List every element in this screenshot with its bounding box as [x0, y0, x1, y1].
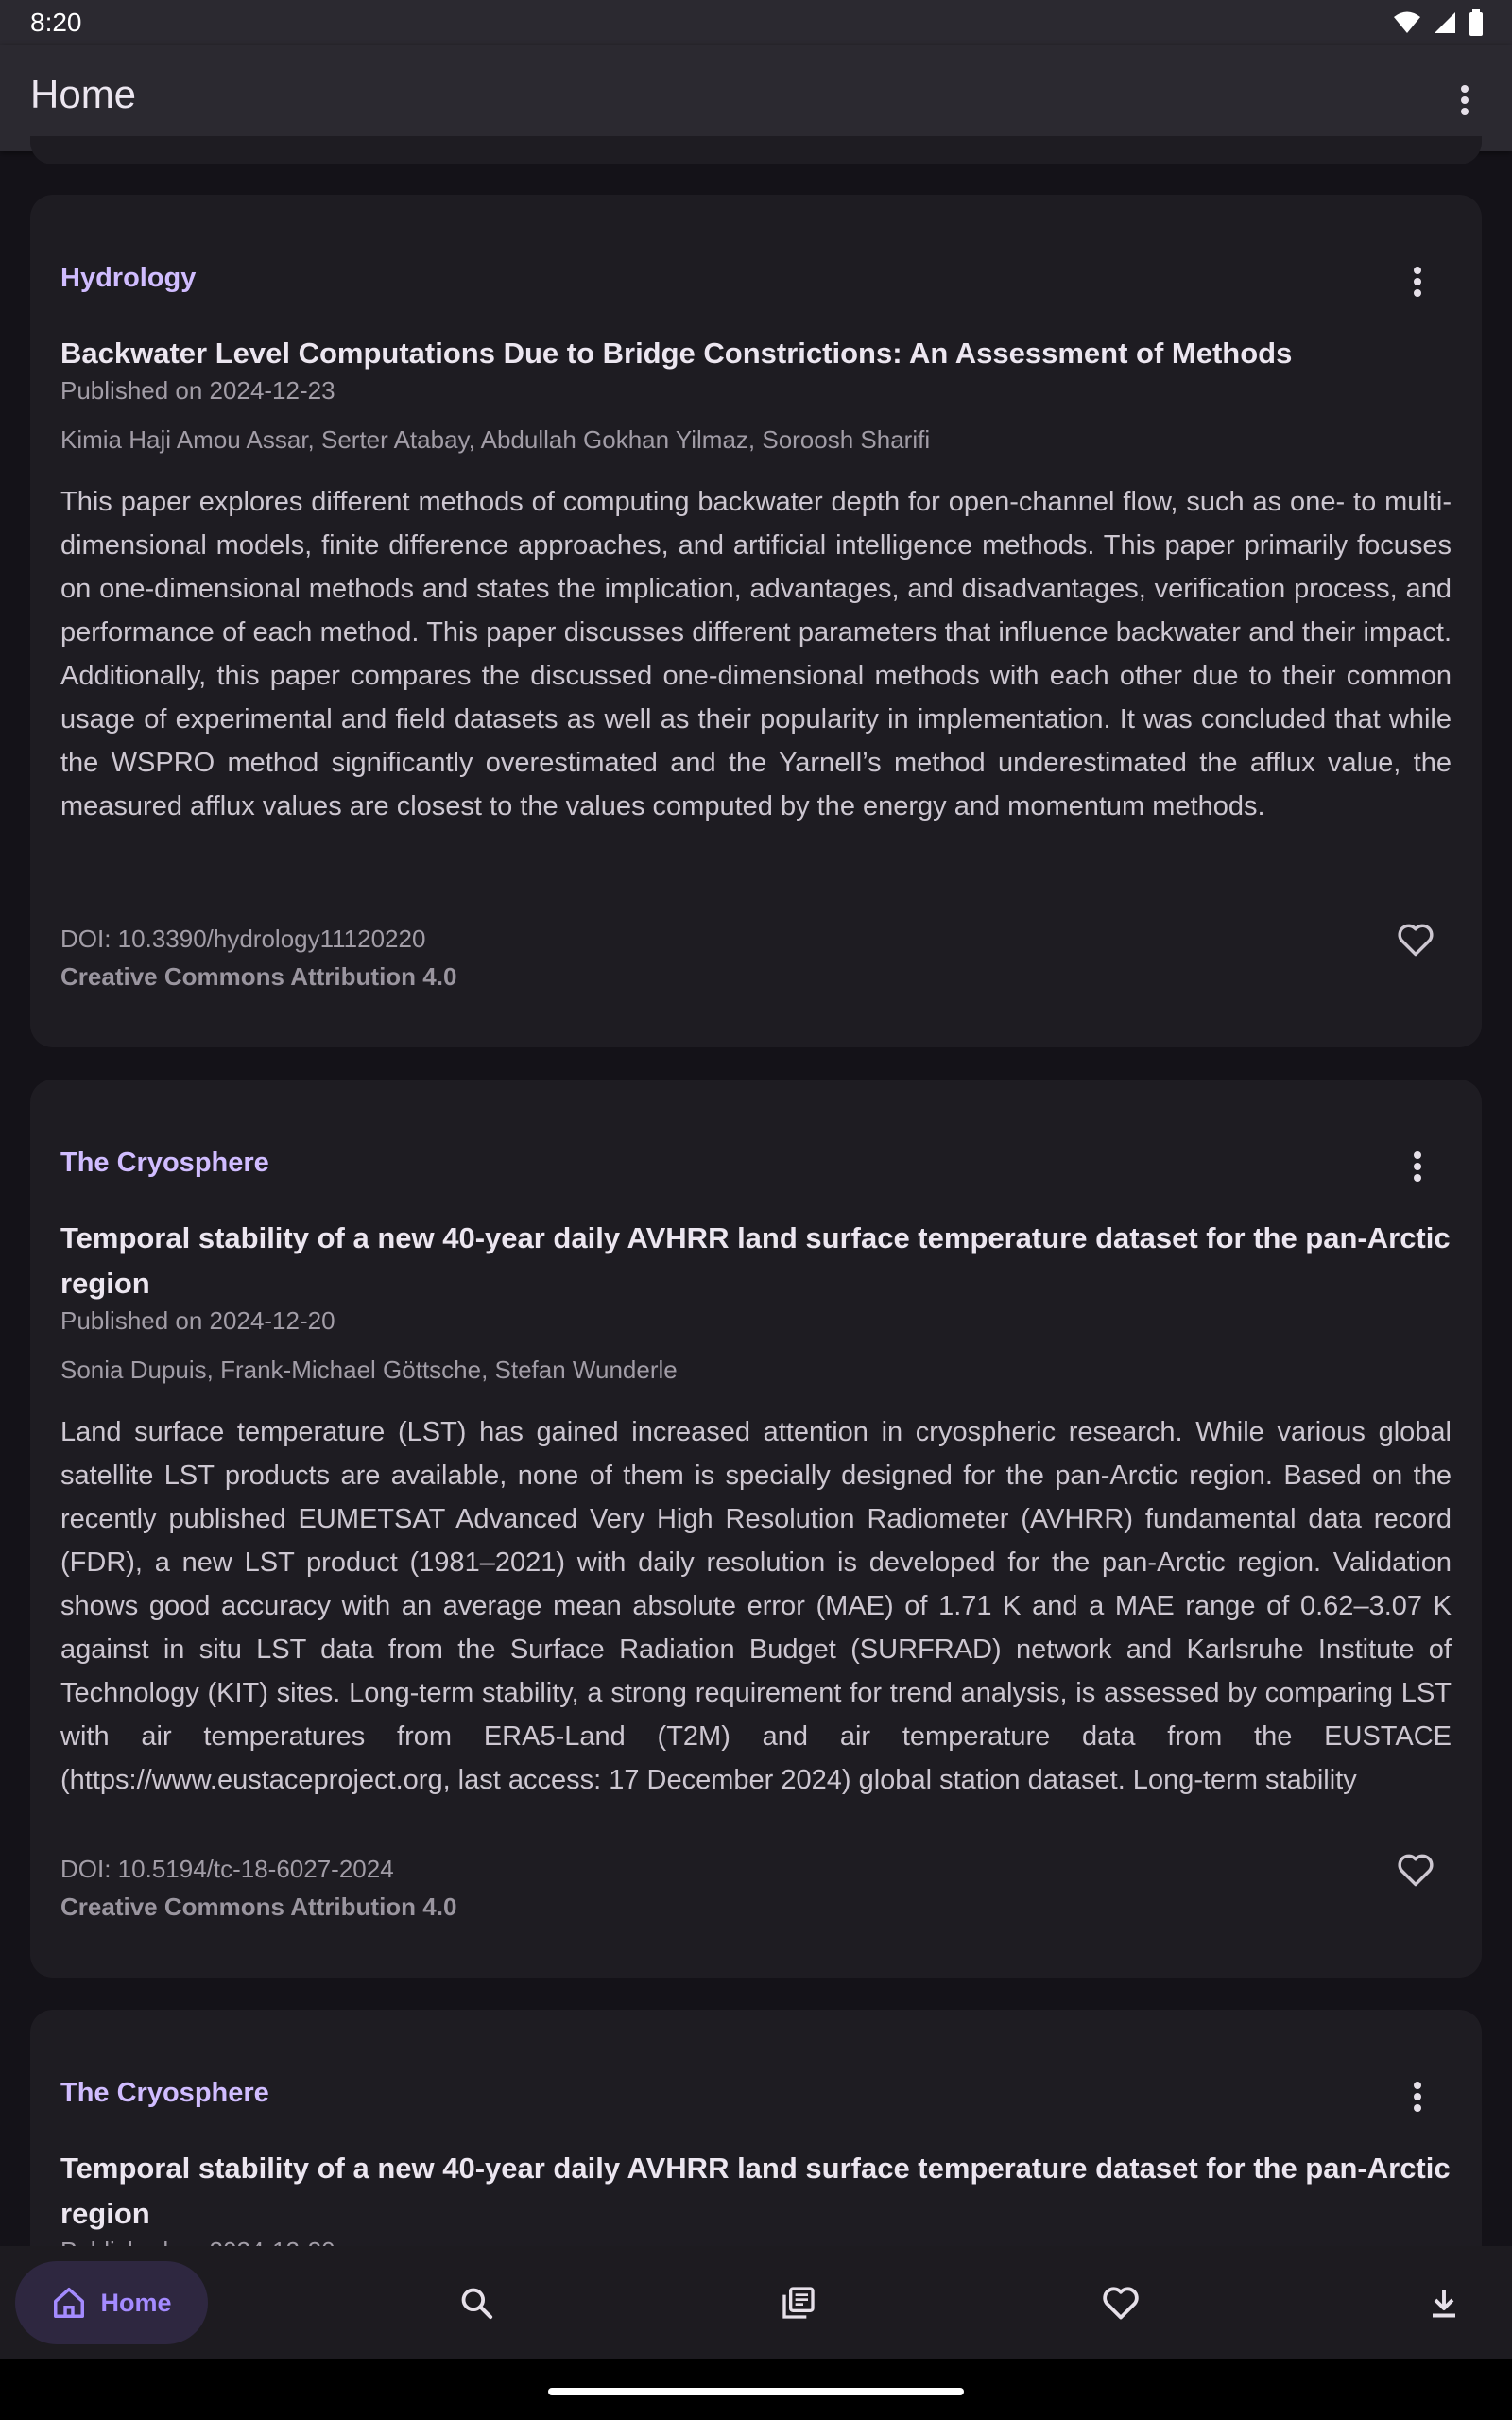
bottom-navigation — [0, 2246, 1512, 2360]
publish-date: Published on 2024-12-20 — [60, 1306, 335, 1335]
journal-name: The Cryosphere — [60, 1148, 269, 1178]
article-license: Creative Commons Attribution 4.0 — [60, 962, 457, 991]
article-doi[interactable]: DOI: 10.3390/hydrology11120220 — [60, 925, 426, 953]
journal-name: Hydrology — [60, 263, 197, 293]
heart-outline-icon — [1396, 922, 1435, 958]
home-gesture-handle[interactable] — [548, 2388, 964, 2395]
status-icons — [1393, 9, 1484, 36]
publish-date: Published on 2024-12-23 — [60, 376, 335, 405]
favorite-button[interactable] — [1387, 1841, 1444, 1898]
favorite-icon — [1101, 2285, 1141, 2321]
status-bar — [0, 0, 1512, 45]
abstract-fade — [60, 1802, 1452, 1845]
more-vert-icon — [1412, 1150, 1423, 1184]
article-authors: Sonia Dupuis, Frank-Michael Göttsche, Stefan Wunderle — [60, 1356, 678, 1384]
favorite-button[interactable] — [1387, 911, 1444, 968]
feed-list[interactable] — [0, 151, 1512, 2246]
article-title[interactable]: Temporal stability of a new 40-year daily AVHRR land surface temperature dataset for the pan-Arctic region — [60, 1221, 1451, 1300]
card-menu-button[interactable] — [1391, 2070, 1444, 2123]
previous-card-edge — [30, 136, 1482, 164]
more-vert-icon — [1412, 265, 1423, 299]
card-menu-button[interactable] — [1391, 1140, 1444, 1193]
article-card[interactable] — [30, 1080, 1482, 1978]
nav-search[interactable] — [444, 2261, 508, 2344]
overflow-menu-button[interactable] — [1436, 72, 1493, 129]
article-abstract: This paper explores different methods of computing backwater depth for open-channel flow, such as one- to multi-dimensional models, finite difference approaches, and artificial intelligence methods. This paper primarily focuses on one-dimensional methods and states the implication, advantages, and disadvantages, verification process, and performance of each method. This paper discusses different parameters that influence backwater and their impact. Additionally, this paper compares the discussed one-dimensional methods with each other due to their common usage of experimental and field datasets as well as their popularity in implementation. It was concluded that while the WSPRO method significantly overestimated and the Yarnell’s method underestimated the afflux value, the measured afflux values are closest to the values computed by the energy and momentum methods. — [60, 487, 1452, 821]
battery-icon — [1469, 9, 1484, 36]
article-abstract: Land surface temperature (LST) has gained increased attention in cryospheric research. While various global satellite LST products are available, none of them is specially designed for the pan-Arctic region. Based on the recently published EUMETSAT Advanced Very High Resolution Radiometer (AVHRR) fundamental data record (FDR), a new LST product (1981–2021) with daily resolution is developed for the pan-Arctic region. Validation shows good accuracy with an average mean absolute error (MAE) of 1.71 K and a MAE range of 0.62–3.07 K against in situ LST data from the Surface Radiation Budget (SURFRAD) network and Karlsruhe Institute of Technology (KIT) sites. Long-term stability, a strong requirement for trend analysis, is assessed by comparing LST with air temperatures from ERA5-Land (T2M) and air temperature data from the EUSTACE (https://www.eustaceproject.org, last access: 17 December 2024) global station dataset. Long-term stability — [60, 1417, 1452, 1795]
nav-home-label: Home — [100, 2288, 172, 2317]
search-icon — [458, 2285, 494, 2321]
status-time: 8:20 — [30, 8, 82, 37]
heart-outline-icon — [1396, 1852, 1435, 1888]
card-menu-button[interactable] — [1391, 255, 1444, 308]
article-card[interactable] — [30, 195, 1482, 1047]
wifi-icon — [1393, 10, 1421, 35]
gesture-navigation-bar — [0, 2360, 1512, 2420]
page-title: Home — [30, 72, 137, 116]
nav-downloads[interactable] — [1412, 2261, 1476, 2344]
article-doi[interactable]: DOI: 10.5194/tc-18-6027-2024 — [60, 1855, 394, 1883]
more-vert-icon — [1459, 83, 1470, 117]
journal-name: The Cryosphere — [60, 2078, 269, 2108]
article-authors: Kimia Haji Amou Assar, Serter Atabay, Abdullah Gokhan Yilmaz, Soroosh Sharifi — [60, 425, 931, 454]
more-vert-icon — [1412, 2080, 1423, 2114]
article-license: Creative Commons Attribution 4.0 — [60, 1893, 457, 1921]
nav-library[interactable] — [766, 2261, 831, 2344]
library-icon — [780, 2284, 817, 2322]
nav-favorites[interactable] — [1089, 2261, 1153, 2344]
nav-home[interactable] — [15, 2261, 208, 2344]
article-title[interactable]: Temporal stability of a new 40-year daily AVHRR land surface temperature dataset for the pan-Arctic region — [60, 2152, 1451, 2230]
home-icon — [51, 2286, 87, 2320]
download-icon — [1427, 2285, 1461, 2321]
article-title[interactable]: Backwater Level Computations Due to Bridge Constrictions: An Assessment of Methods — [60, 337, 1293, 370]
signal-icon — [1433, 10, 1457, 35]
